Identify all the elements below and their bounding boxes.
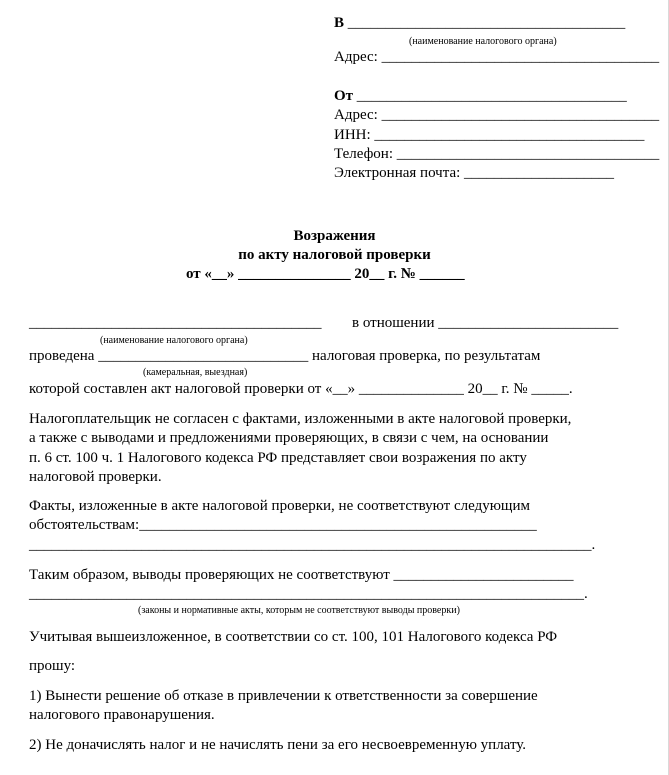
facts-line-2: обстоятельствам:_____________________________________________________: [29, 517, 537, 533]
from-label: От: [334, 88, 354, 104]
doc-date-number: от «__» _______________ 20__ г. № ______: [186, 266, 465, 282]
recipient-line: [334, 14, 625, 34]
paragraph-disagreement-3: п. 6 ст. 100 ч. 1 Налогового кодекса РФ представляет свои возражения по акту: [29, 450, 527, 466]
request-item-1-line-1: 1) Вынести решение об отказе в привлечении к ответственности за совершение: [29, 688, 538, 704]
paragraph-disagreement-1: Налогоплательщик не согласен с фактами, изложенными в акте налоговой проверки,: [29, 411, 572, 427]
in-relation-text: в отношении ________________________: [352, 315, 619, 331]
request-item-2: 2) Не доначислять налог и не начислять пени за его несвоевременную уплату.: [29, 737, 527, 753]
conclusion-line-2: __________________________________________________________________________.: [29, 586, 588, 602]
paragraph-disagreement-4: налоговой проверки.: [29, 469, 162, 485]
sender-phone: Телефон: ___________________________________: [334, 146, 660, 162]
doc-title: Возражения: [293, 228, 376, 244]
inspection-type-hint: (камеральная, выездная): [143, 367, 248, 378]
to-hint: (наименование налогового органа): [409, 36, 557, 47]
to-label: В: [334, 15, 345, 31]
facts-line-3: ___________________________________________________________________________.: [29, 537, 596, 553]
tax-authority-hint: (наименование налогового органа): [100, 335, 248, 346]
considering-text: Учитывая вышеизложенное, в соответствии со ст. 100, 101 Налогового кодекса РФ: [29, 629, 558, 645]
recipient-address: Адрес: _____________________________________: [334, 49, 660, 65]
sender-address: Адрес: _____________________________________: [334, 107, 660, 123]
from-blank: ____________________________________: [356, 88, 627, 104]
conclusion-line-1: Таким образом, выводы проверяющих не соответствуют ________________________: [29, 567, 574, 583]
paragraph-disagreement-2: а также с выводами и предложениями проверяющих, в связи с чем, на основании: [29, 430, 549, 446]
doc-subtitle: по акту налоговой проверки: [238, 247, 431, 263]
sender-line: [334, 87, 627, 107]
conducted-text: проведена ____________________________: [29, 348, 309, 364]
act-line: которой составлен акт налоговой проверки от «__» ______________ 20__ г. № _____.: [29, 381, 573, 397]
request-text: прошу:: [29, 658, 76, 674]
laws-hint: (законы и нормативные акты, которым не соответствуют выводы проверки): [138, 605, 460, 616]
tax-authority-blank: _______________________________________: [29, 315, 322, 331]
request-item-1-line-2: налогового правонарушения.: [29, 707, 215, 723]
to-blank: _____________________________________: [347, 15, 626, 31]
facts-line-1: Факты, изложенные в акте налоговой проверки, не соответствуют следующим: [29, 498, 530, 514]
sender-inn: ИНН: ____________________________________: [334, 127, 645, 143]
inspection-text: налоговая проверка, по результатам: [312, 348, 541, 364]
sender-email: Электронная почта: ____________________: [334, 165, 615, 181]
